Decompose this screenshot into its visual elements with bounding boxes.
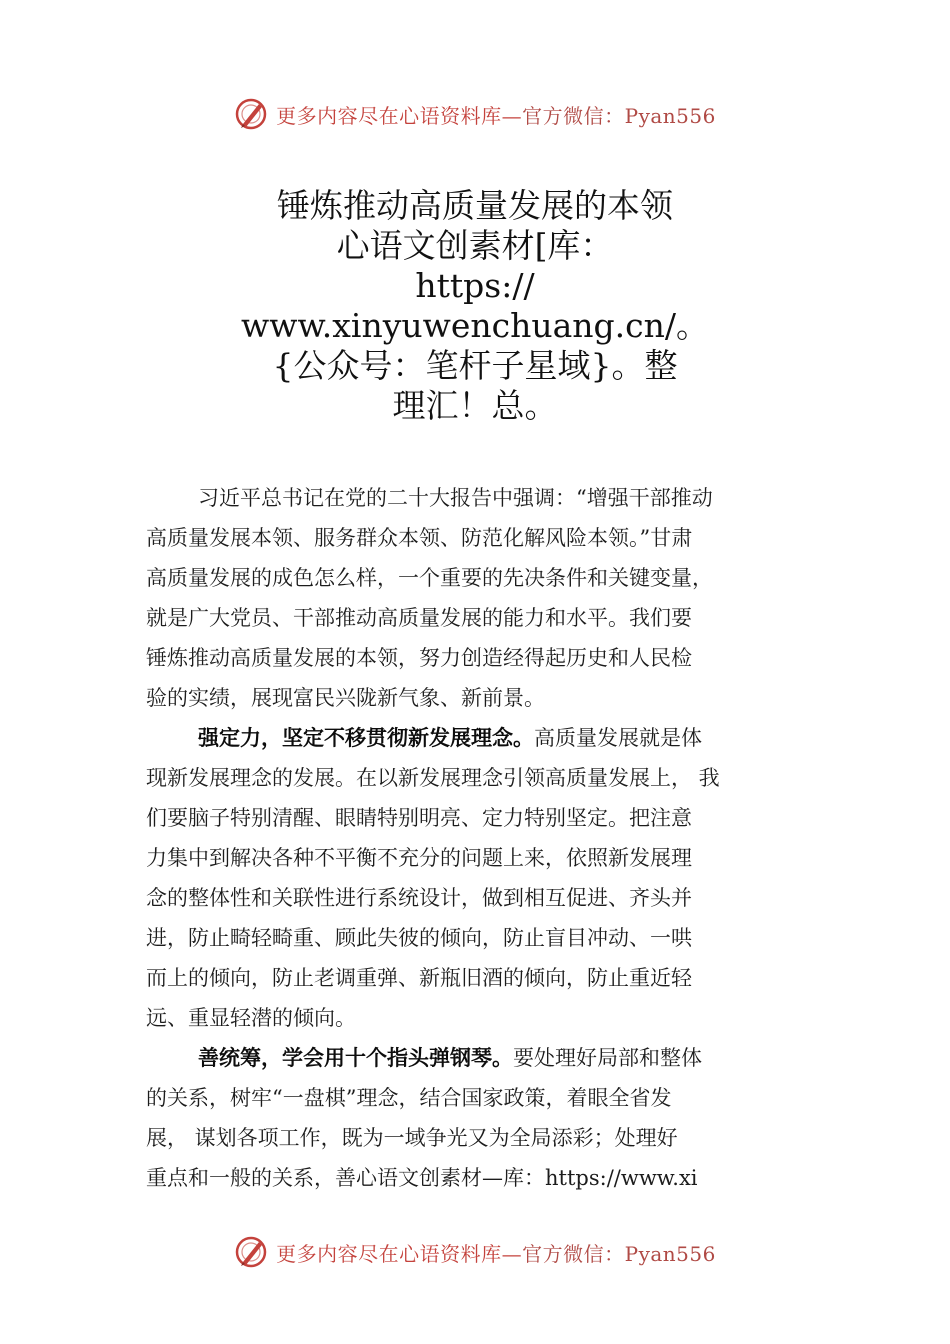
paragraph-line: 们要脑子特别清醒、眼睛特别明亮、定力特别坚定。把注意 [146, 806, 692, 830]
title-line: 锤炼推动高质量发展的本领 [277, 186, 673, 225]
paragraph-line: 锤炼推动高质量发展的本领，努力创造经得起历史和人民检 [146, 646, 692, 670]
paragraph-line: 验的实绩，展现富民兴陇新气象、新前景。 [146, 686, 545, 710]
section-heading: 善统筹，学会用十个指头弹钢琴。 [198, 1046, 513, 1070]
paragraph-line: 高质量发展本领、服务群众本领、防范化解风险本领。”甘肃 [146, 526, 693, 550]
title-line: 心语文创素材[库： [336, 226, 614, 265]
document-title [0, 186, 950, 426]
title-line: https:// [415, 266, 535, 305]
paragraph-new-development [146, 718, 811, 1038]
section-heading: 强定力，坚定不移贯彻新发展理念。 [198, 726, 534, 750]
watermark-text [276, 1238, 716, 1267]
title-line: 理汇！总。 [392, 386, 558, 425]
header-watermark [0, 94, 950, 134]
paragraph-line: 进，防止畸轻畸重、顾此失彼的倾向，防止盲目冲动、一哄 [146, 926, 692, 950]
footer-watermark [0, 1232, 950, 1272]
paragraph-line: 现新发展理念的发展。在以新发展理念引领高质量发展上， 我 [146, 766, 720, 790]
watermark-text [276, 100, 716, 129]
title-line: www.xinyuwenchuang.cn/。 [240, 306, 710, 345]
paragraph-line: 展， 谋划各项工作，既为一域争光又为全局添彩；处理好 [146, 1126, 678, 1150]
paragraph-intro [146, 478, 811, 718]
title-line: {公众号：笔杆子星域}。整 [272, 346, 678, 385]
paragraph-text: 要处理好局部和整体 [513, 1046, 702, 1070]
paragraph-coordination [146, 1038, 811, 1198]
paragraph-line [146, 1038, 811, 1078]
watermark-contact-id: Pyan556 [624, 103, 716, 128]
paragraph-line [146, 718, 811, 758]
paragraph-line: 远、重显轻潜的倾向。 [146, 1006, 356, 1030]
paragraph-line: 而上的倾向，防止老调重弹、新瓶旧酒的倾向，防止重近轻 [146, 966, 692, 990]
watermark-contact-label: 官方微信： [522, 1241, 625, 1266]
paragraph-line: 重点和一般的关系，善心语文创素材—库：https://www.xi [146, 1166, 698, 1190]
paragraph-line: 高质量发展的成色怎么样，一个重要的先决条件和关键变量， [146, 566, 713, 590]
paragraph-line: 念的整体性和关联性进行系统设计，做到相互促进、齐头并 [146, 886, 692, 910]
paragraph-text: 高质量发展就是体 [534, 726, 702, 750]
paragraph-line: 力集中到解决各种不平衡不充分的问题上来，依照新发展理 [146, 846, 692, 870]
watermark-contact-id: Pyan556 [624, 1241, 716, 1266]
paragraph-line: 就是广大党员、干部推动高质量发展的能力和水平。我们要 [146, 606, 692, 630]
pen-seal-logo-icon [234, 97, 268, 131]
paragraph-line: 的关系，树牢“一盘棋”理念，结合国家政策，着眼全省发 [146, 1086, 672, 1110]
document-body [146, 478, 811, 1198]
watermark-contact-label: 官方微信： [522, 103, 625, 128]
pen-seal-logo-icon [234, 1235, 268, 1269]
paragraph-line: 习近平总书记在党的二十大报告中强调：“增强干部推动 [198, 486, 713, 510]
watermark-main: 更多内容尽在心语资料库— [276, 1241, 523, 1266]
watermark-main: 更多内容尽在心语资料库— [276, 103, 523, 128]
